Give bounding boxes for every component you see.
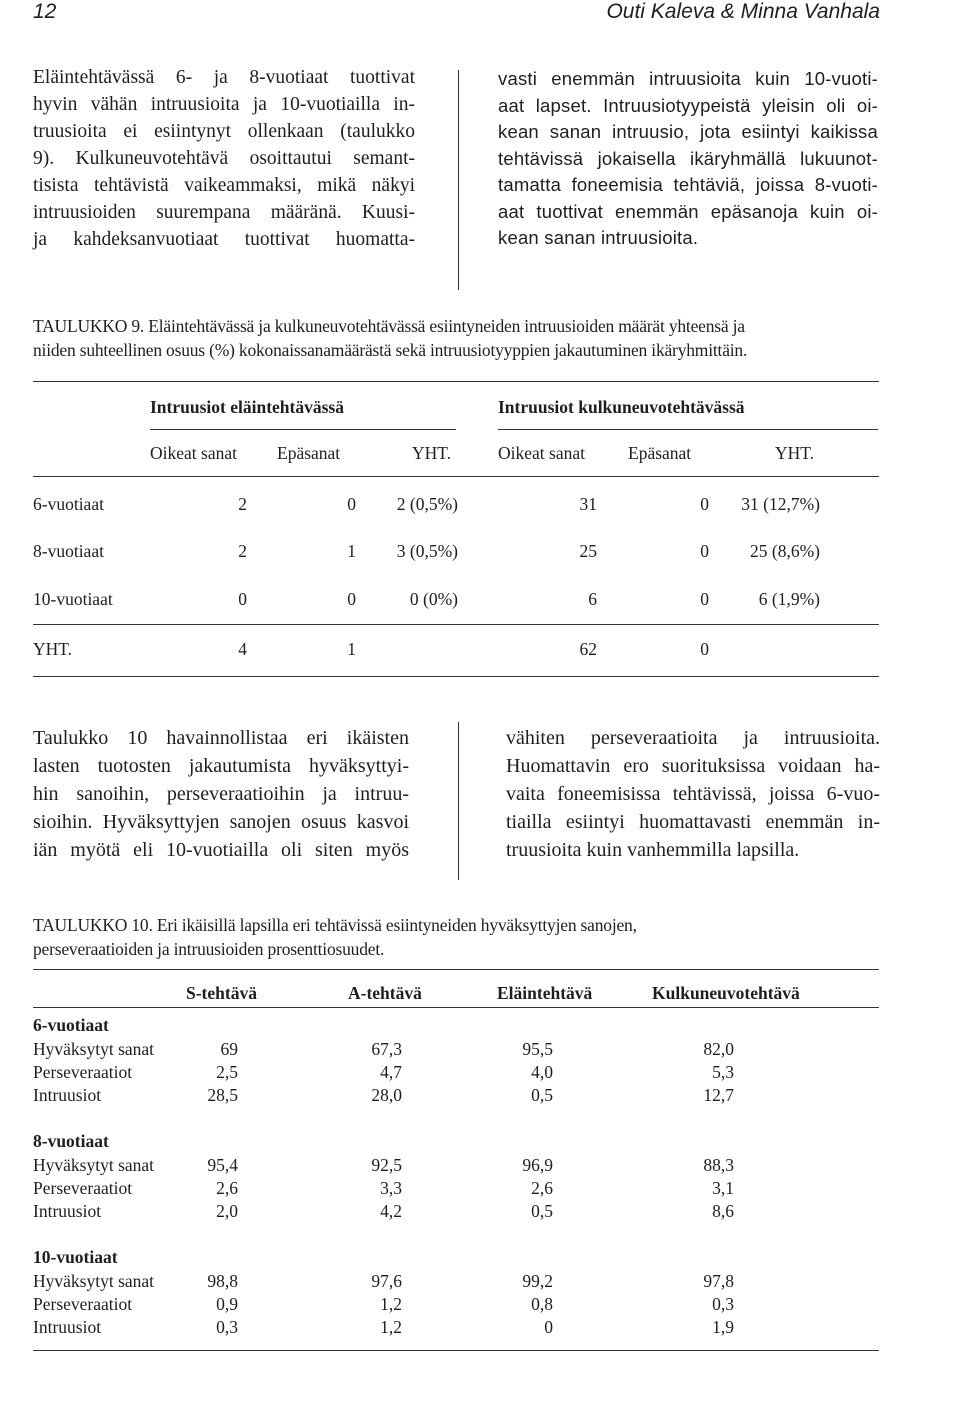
group-header-animal: Intruusiot eläintehtävässä bbox=[150, 397, 344, 417]
text-line: Taulukko 10 havainnollistaa eri ikäisten bbox=[33, 727, 409, 749]
cell: 6 (1,9%) bbox=[758, 589, 820, 609]
text-line: truusioita ei esiintynyt ollenkaan (taulukko bbox=[33, 121, 415, 142]
text-line: tiailla esiintyi huomattavasti enemmän in- bbox=[506, 811, 880, 833]
cell: 31 bbox=[579, 494, 597, 514]
cell: 97,6 bbox=[371, 1271, 402, 1291]
cell: 2,6 bbox=[531, 1178, 553, 1198]
cell: 3,3 bbox=[380, 1178, 402, 1198]
text-line: tamatta foneemisia tehtäviä, joissa 8-vuoti- bbox=[498, 174, 878, 195]
col-header: A-tehtävä bbox=[348, 983, 422, 1003]
text-line: lasten tuotosten jakautumista hyväksyttyi- bbox=[33, 755, 409, 777]
cell: 88,3 bbox=[703, 1155, 734, 1175]
cell: 4 bbox=[238, 639, 247, 659]
text-line: truusioita kuin vanhemmilla lapsilla. bbox=[506, 839, 800, 861]
cell: 1 bbox=[347, 639, 356, 659]
text-line: Huomattavin ero suorituksissa voidaan ha- bbox=[506, 755, 880, 777]
page-number: 12 bbox=[33, 0, 57, 23]
cell: 82,0 bbox=[703, 1039, 734, 1059]
text-line: vaita foneemisissa tehtävissä, joissa 6-vuo- bbox=[506, 783, 880, 805]
table-rule bbox=[33, 969, 879, 970]
col-header: Eläintehtävä bbox=[497, 983, 593, 1003]
caption-line: TAULUKKO 10. Eri ikäisillä lapsilla eri tehtävissä esiintyneiden hyväksyttyjen sanojen, bbox=[33, 915, 637, 935]
caption-line: perseveraatioiden ja intruusioiden prosenttiosuudet. bbox=[33, 939, 385, 959]
row-label: Intruusiot bbox=[33, 1201, 102, 1221]
cell: 2,5 bbox=[216, 1062, 238, 1082]
cell: 28,5 bbox=[207, 1085, 238, 1105]
text-line: vasti enemmän intruusioita kuin 10-vuoti- bbox=[498, 68, 878, 89]
cell: 2 bbox=[238, 494, 247, 514]
cell: 97,8 bbox=[703, 1271, 734, 1291]
cell: 3,1 bbox=[712, 1178, 734, 1198]
col-header: Epäsanat bbox=[628, 443, 692, 463]
col-header: Epäsanat bbox=[277, 443, 341, 463]
text-line: intruusioiden suurempana määränä. Kuusi- bbox=[33, 202, 415, 223]
cell: 5,3 bbox=[712, 1062, 734, 1082]
text-line: kean sanan intruusioita. bbox=[498, 227, 699, 248]
text-line: tisista tehtävistä vaikeammaksi, mikä näkyi bbox=[33, 175, 415, 196]
cell: 0,8 bbox=[531, 1294, 553, 1314]
cell: 4,2 bbox=[380, 1201, 402, 1221]
row-label: 6-vuotiaat bbox=[33, 494, 104, 514]
cell: 0,9 bbox=[216, 1294, 238, 1314]
row-label: Perseveraatiot bbox=[33, 1178, 133, 1198]
row-label: YHT. bbox=[33, 639, 73, 659]
group-label: 6-vuotiaat bbox=[33, 1015, 109, 1035]
cell: 95,5 bbox=[522, 1039, 553, 1059]
cell: 31 (12,7%) bbox=[741, 494, 820, 514]
cell: 0 (0%) bbox=[409, 589, 458, 609]
text-line: Eläintehtävässä 6- ja 8-vuotiaat tuottivat bbox=[33, 67, 415, 88]
col-header: Oikeat sanat bbox=[150, 443, 237, 463]
cell: 0,3 bbox=[712, 1294, 734, 1314]
cell: 62 bbox=[579, 639, 597, 659]
text-line: aat lapset. Intruusiotyypeistä yleisin oli oi- bbox=[498, 94, 878, 116]
row-label: Hyväksytyt sanat bbox=[33, 1039, 155, 1059]
group-label: 10-vuotiaat bbox=[33, 1247, 118, 1267]
cell: 1,9 bbox=[712, 1317, 734, 1337]
row-label: Perseveraatiot bbox=[33, 1062, 133, 1082]
caption-line: niiden suhteellinen osuus (%) kokonaissanamäärästä sekä intruusiotyyppien jakautuminen ikäryhmittäin. bbox=[33, 340, 748, 360]
cell: 0,5 bbox=[531, 1201, 553, 1221]
cell: 0 bbox=[700, 494, 709, 514]
group-header-vehicle: Intruusiot kulkuneuvotehtävässä bbox=[498, 397, 745, 417]
cell: 3 (0,5%) bbox=[396, 541, 458, 561]
cell: 0 bbox=[544, 1317, 553, 1337]
group-label: 8-vuotiaat bbox=[33, 1131, 109, 1151]
row-label: Intruusiot bbox=[33, 1317, 102, 1337]
cell: 0,3 bbox=[216, 1317, 238, 1337]
cell: 2 (0,5%) bbox=[396, 494, 458, 514]
cell: 92,5 bbox=[371, 1155, 402, 1175]
cell: 25 (8,6%) bbox=[750, 541, 820, 561]
cell: 8,6 bbox=[712, 1201, 734, 1221]
text-line: hin sanoihin, perseveraatioihin ja intruu- bbox=[33, 783, 409, 805]
cell: 6 bbox=[588, 589, 597, 609]
running-header-authors: Outi Kaleva & Minna Vanhala bbox=[606, 0, 880, 23]
cell: 1,2 bbox=[380, 1317, 402, 1337]
row-label: Perseveraatiot bbox=[33, 1294, 133, 1314]
col-header: YHT. bbox=[775, 443, 815, 463]
text-line: hyvin vähän intruusioita ja 10-vuotiailla in- bbox=[33, 94, 415, 115]
cell: 67,3 bbox=[371, 1039, 402, 1059]
text-line: aat tuottivat enemmän epäsanoja kuin oi- bbox=[498, 200, 878, 222]
caption-line: TAULUKKO 9. Eläintehtävässä ja kulkuneuvotehtävässä esiintyneiden intruusioiden määrät yhteensä ja bbox=[33, 316, 745, 336]
cell: 96,9 bbox=[522, 1155, 553, 1175]
cell: 98,8 bbox=[207, 1271, 238, 1291]
row-label: 8-vuotiaat bbox=[33, 541, 104, 561]
cell: 95,4 bbox=[207, 1155, 238, 1175]
cell: 99,2 bbox=[522, 1271, 553, 1291]
cell: 2,0 bbox=[216, 1201, 238, 1221]
text-line: kean sanan intruusio, jota esiintyi kaikissa bbox=[498, 121, 878, 142]
cell: 2 bbox=[238, 541, 247, 561]
cell: 4,0 bbox=[531, 1062, 553, 1082]
table-rule bbox=[33, 1007, 879, 1008]
cell: 28,0 bbox=[371, 1085, 402, 1105]
cell: 0 bbox=[700, 589, 709, 609]
cell: 1 bbox=[347, 541, 356, 561]
cell: 0 bbox=[347, 494, 356, 514]
cell: 0,5 bbox=[531, 1085, 553, 1105]
row-label: Intruusiot bbox=[33, 1085, 102, 1105]
row-label: Hyväksytyt sanat bbox=[33, 1155, 155, 1175]
cell: 12,7 bbox=[703, 1085, 734, 1105]
text-line: sioihin. Hyväksyttyjen sanojen osuus kasvoi bbox=[33, 811, 409, 833]
text-line: 9). Kulkuneuvotehtävä osoittautui semant- bbox=[33, 148, 415, 169]
cell: 25 bbox=[579, 541, 597, 561]
text-line: ja kahdeksanvuotiaat tuottivat huomatta- bbox=[33, 229, 415, 250]
col-header: YHT. bbox=[412, 443, 452, 463]
cell: 69 bbox=[220, 1039, 238, 1059]
cell: 0 bbox=[700, 541, 709, 561]
text-line: vähiten perseveraatioita ja intruusioita. bbox=[506, 727, 880, 749]
cell: 4,7 bbox=[380, 1062, 402, 1082]
col-header: S-tehtävä bbox=[186, 983, 257, 1003]
cell: 0 bbox=[700, 639, 709, 659]
row-label: 10-vuotiaat bbox=[33, 589, 113, 609]
row-label: Hyväksytyt sanat bbox=[33, 1271, 155, 1291]
text-line: iän myötä eli 10-vuotiailla oli siten myös bbox=[33, 839, 409, 861]
cell: 1,2 bbox=[380, 1294, 402, 1314]
cell: 0 bbox=[238, 589, 247, 609]
col-header: Oikeat sanat bbox=[498, 443, 585, 463]
cell: 0 bbox=[347, 589, 356, 609]
col-header: Kulkuneuvotehtävä bbox=[652, 983, 800, 1003]
table-rule bbox=[33, 1350, 879, 1351]
text-line: tehtävissä jokaisella ikäryhmällä lukuunot- bbox=[498, 147, 878, 169]
cell: 2,6 bbox=[216, 1178, 238, 1198]
